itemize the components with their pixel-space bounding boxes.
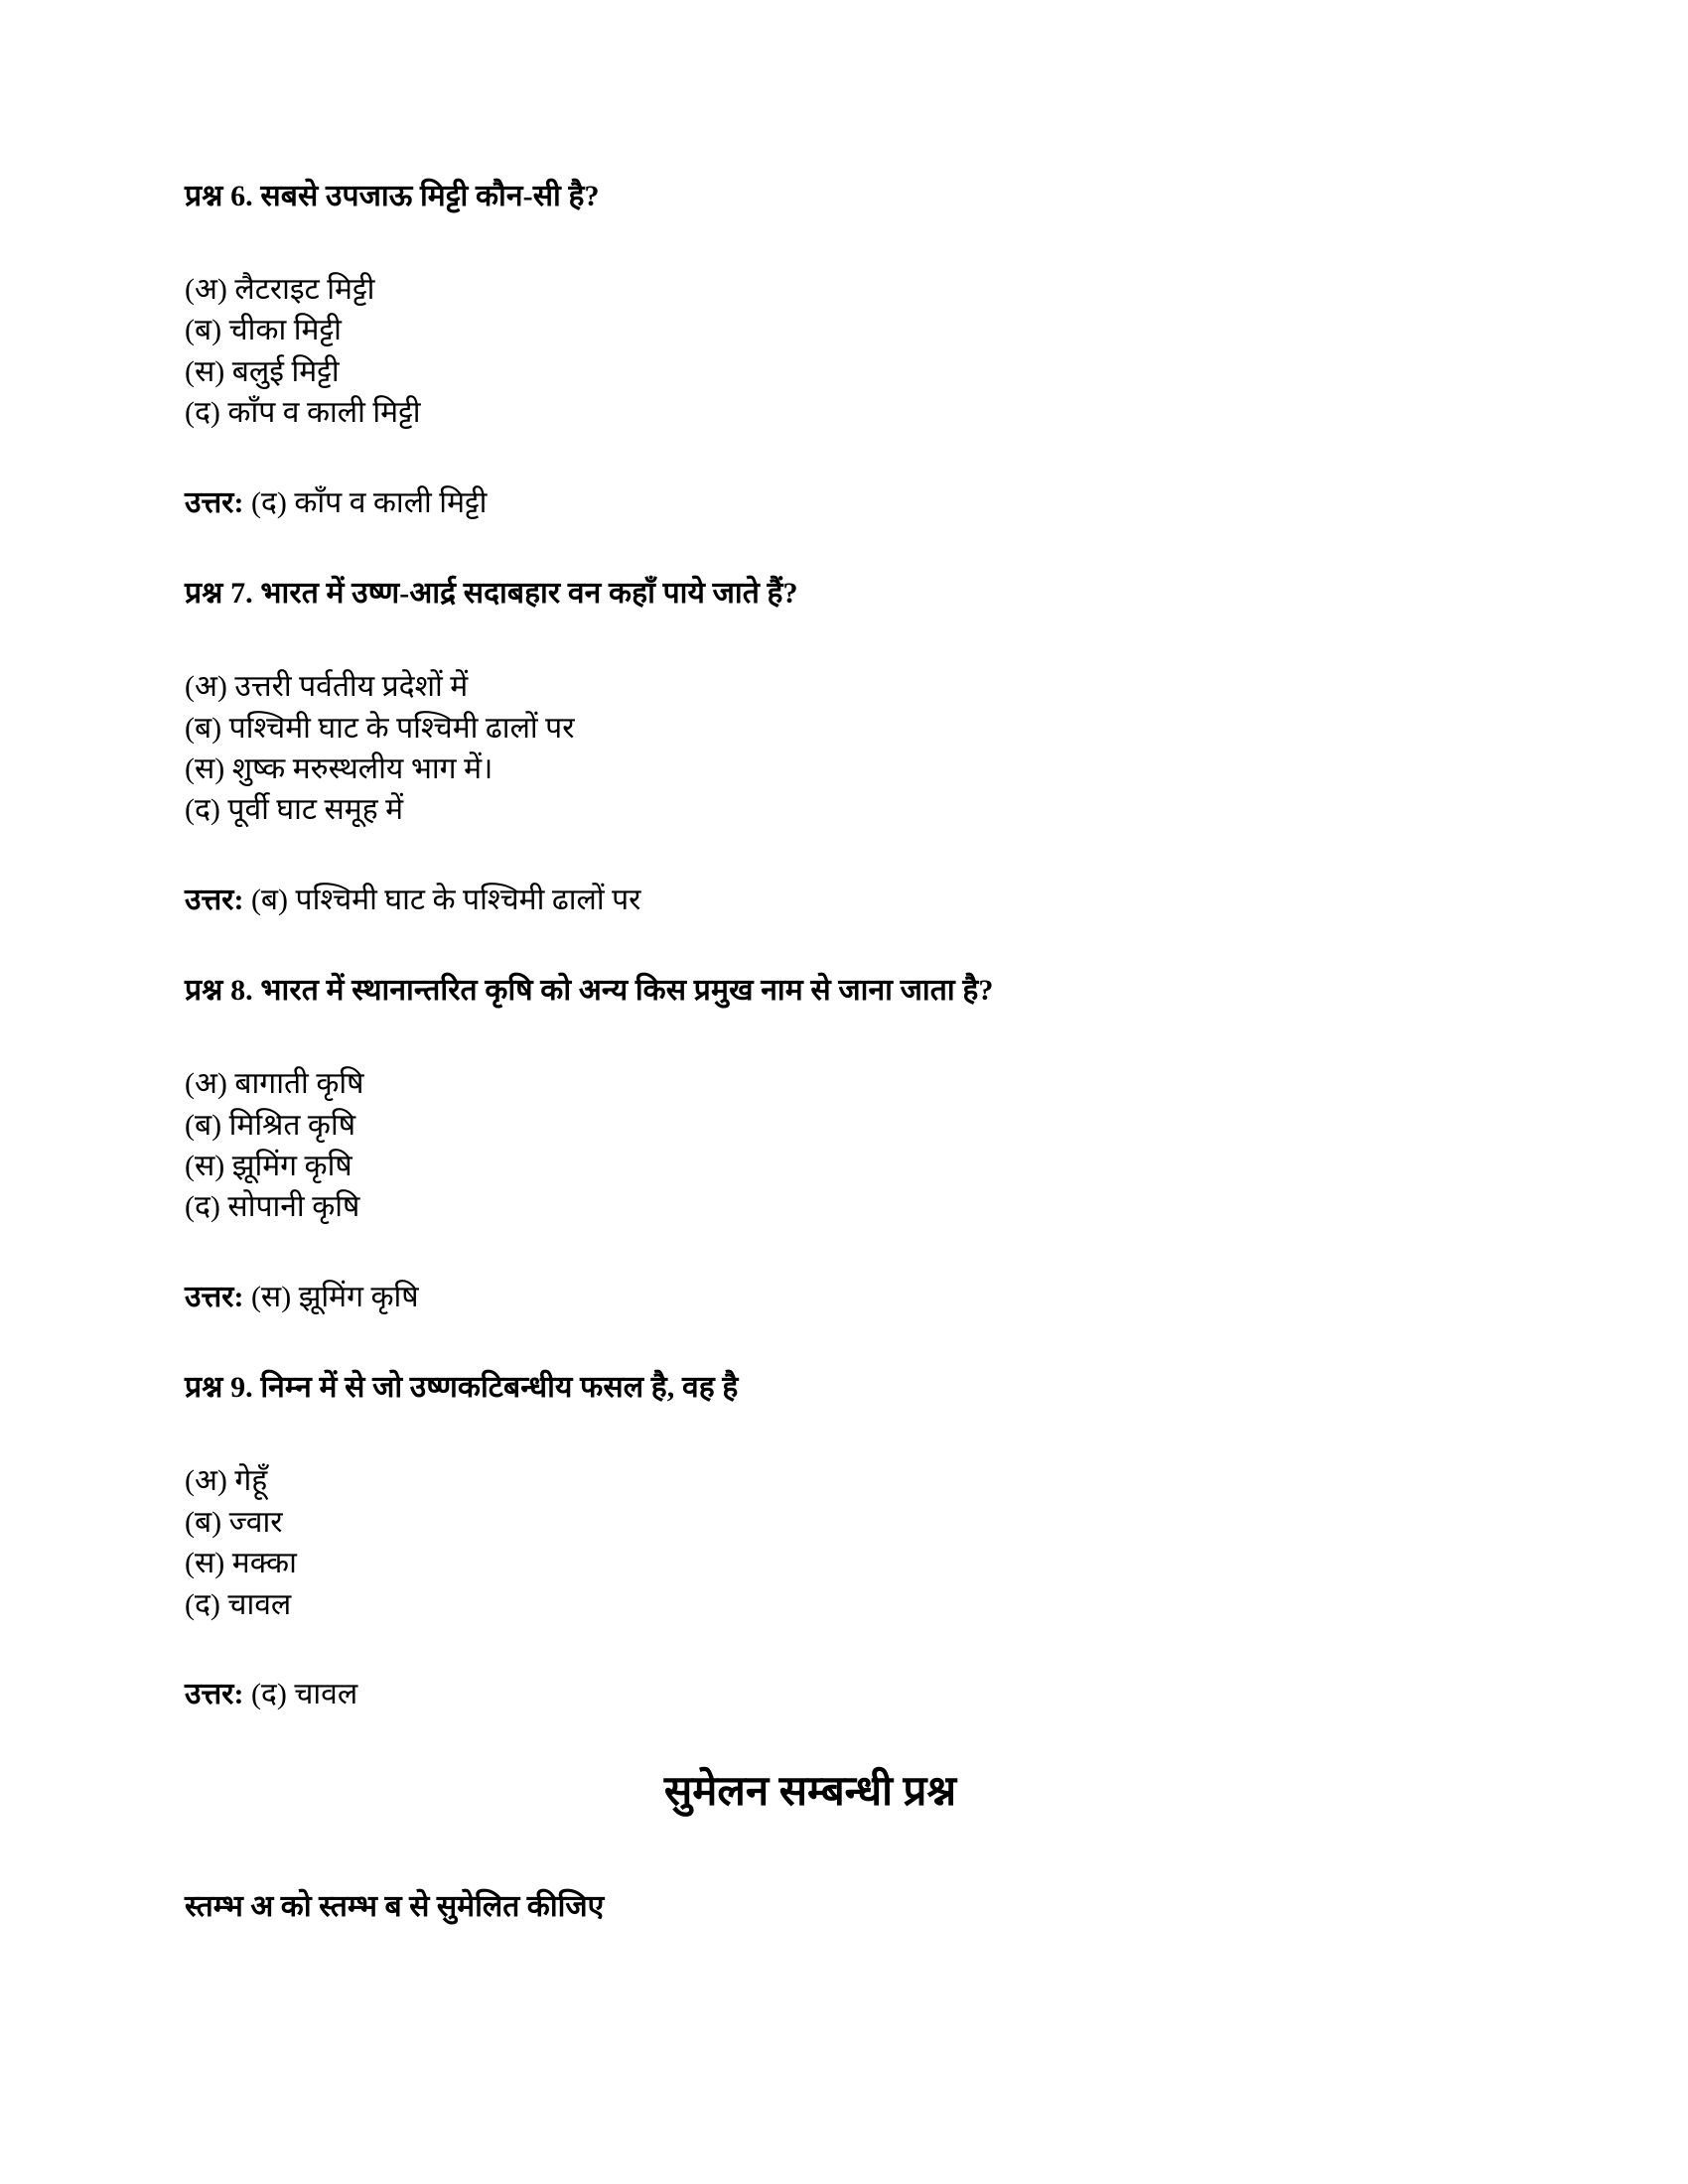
answer-text-6: (द) काँप व काली मिट्टी bbox=[250, 485, 488, 519]
option-6-d: (द) काँप व काली मिट्टी bbox=[185, 396, 421, 430]
question-title-7: प्रश्न 7. भारत में उष्ण-आर्द्र सदाबहार वन कहाँ पाये जाते हैं? bbox=[185, 577, 798, 611]
option-6-b: (ब) चीका मिट्टी bbox=[185, 314, 342, 347]
option-8-b: (ब) मिश्रित कृषि bbox=[185, 1108, 356, 1142]
question-title-8: प्रश्न 8. भारत में स्थानान्तरित कृषि को अन्य किस प्रमुख नाम से जाना जाता है? bbox=[185, 974, 994, 1008]
closing-instruction: स्तम्भ अ को स्तम्भ ब से सुमेलित कीजिए bbox=[185, 1890, 605, 1924]
option-6-c: (स) बलुई मिट्टी bbox=[185, 354, 340, 388]
answer-line-8 bbox=[185, 1278, 1505, 1317]
options-list-9 bbox=[185, 1460, 1505, 1625]
question-block-6 bbox=[185, 177, 1505, 522]
question-block-7 bbox=[185, 574, 1505, 919]
option-9-d: (द) चावल bbox=[185, 1587, 292, 1621]
option-9-b: (ब) ज्वार bbox=[185, 1505, 283, 1539]
option-6-a: (अ) लैटराइट मिट्टी bbox=[185, 273, 375, 306]
option-8-a: (अ) बागाती कृषि bbox=[185, 1067, 364, 1101]
question-title-9: प्रश्न 9. निम्न में से जो उष्णकटिबन्धीय फसल है, वह है bbox=[185, 1371, 739, 1405]
option-9-a: (अ) गेहूँ bbox=[185, 1464, 268, 1498]
options-list-6 bbox=[185, 269, 1505, 434]
answer-label-7: उत्तर: bbox=[185, 883, 244, 916]
options-list-7 bbox=[185, 666, 1505, 831]
option-7-c: (स) शुष्क मरुस्थलीय भाग में। bbox=[185, 751, 493, 785]
answer-text-8: (स) झूमिंग कृषि bbox=[250, 1280, 419, 1313]
answer-line-9 bbox=[185, 1675, 1505, 1714]
option-7-d: (द) पूर्वी घाट समूह में bbox=[185, 793, 404, 827]
answer-label-8: उत्तर: bbox=[185, 1280, 244, 1313]
question-block-9 bbox=[185, 1368, 1505, 1713]
option-8-d: (द) सोपानी कृषि bbox=[185, 1190, 360, 1224]
answer-label-9: उत्तर: bbox=[185, 1678, 244, 1711]
answer-label-6: उत्तर: bbox=[185, 485, 244, 519]
question-title-6: प्रश्न 6. सबसे उपजाऊ मिट्टी कौन-सी है? bbox=[185, 180, 600, 212]
question-block-8 bbox=[185, 971, 1505, 1316]
answer-line-6 bbox=[185, 483, 1505, 523]
answer-text-7: (ब) पश्चिमी घाट के पश्चिमी ढालों पर bbox=[250, 883, 641, 916]
option-8-c: (स) झूमिंग कृषि bbox=[185, 1150, 352, 1183]
option-7-b: (ब) पश्चिमी घाट के पश्चिमी ढालों पर bbox=[185, 711, 575, 745]
answer-line-7 bbox=[185, 881, 1505, 920]
answer-text-9: (द) चावल bbox=[250, 1678, 358, 1711]
document-content bbox=[185, 177, 1505, 1926]
section-heading: सुमेलन सम्बन्धी प्रश्न bbox=[663, 1768, 957, 1815]
option-9-c: (स) मक्का bbox=[185, 1547, 297, 1580]
options-list-8 bbox=[185, 1063, 1505, 1228]
option-7-a: (अ) उत्तरी पर्वतीय प्रदेशों में bbox=[185, 670, 469, 704]
